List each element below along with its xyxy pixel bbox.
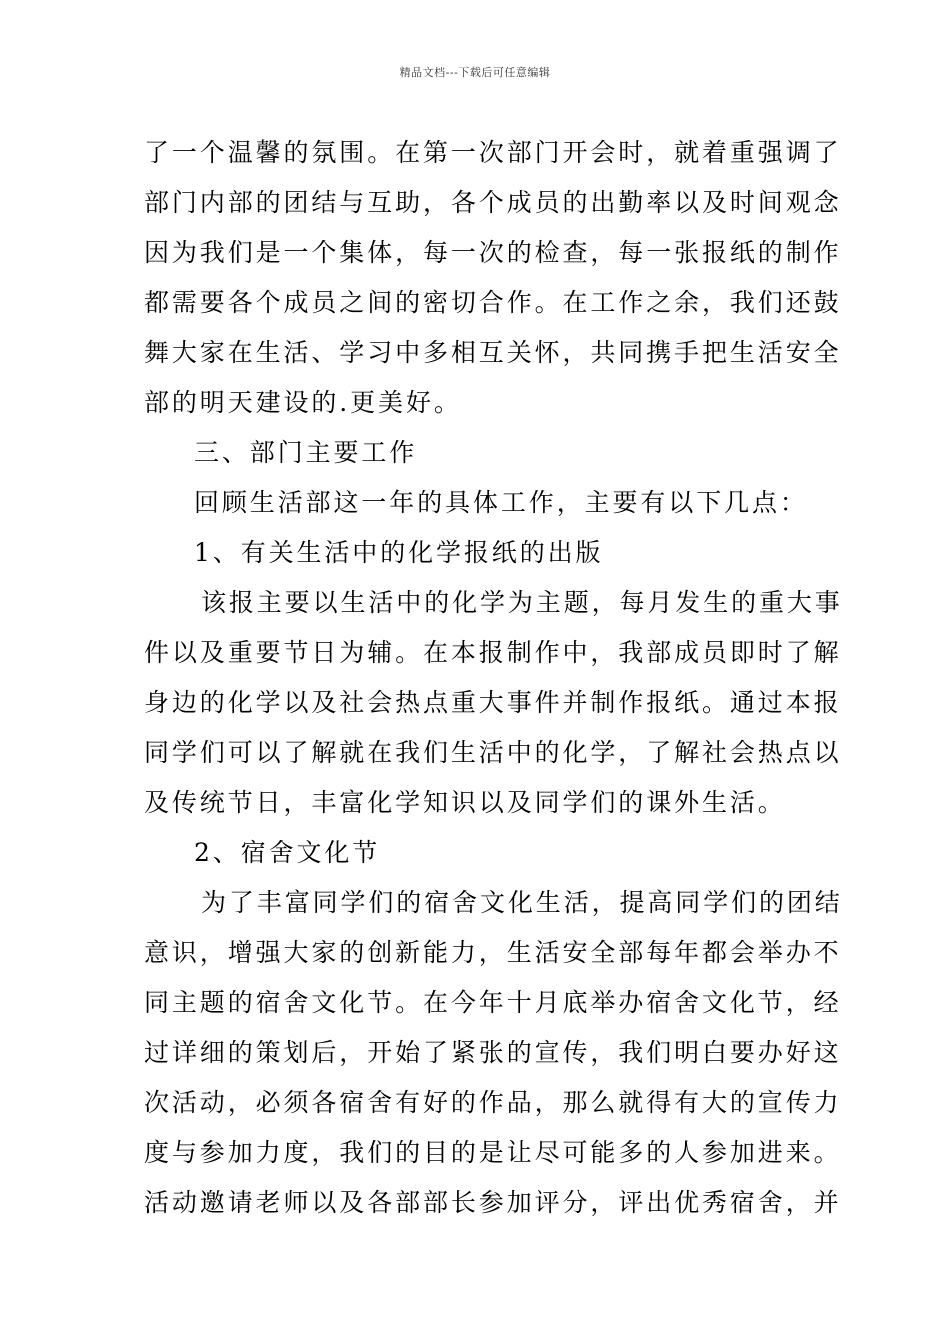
- paragraph-line: 同主题的宿舍文化节。在今年十月底举办宿舍文化节，经: [144, 988, 842, 1017]
- document-body: [144, 128, 843, 1228]
- paragraph-line: 活动邀请老师以及各部部长参加评分，评出优秀宿舍，并: [144, 1188, 842, 1217]
- paragraph-line: 都需要各个成员之间的密切合作。在工作之余，我们还鼓: [144, 288, 842, 317]
- paragraph-line: 件以及重要节日为辅。在本报制作中，我部成员即时了解: [144, 638, 842, 667]
- page-header: 精品文档---下载后可任意编辑: [399, 66, 551, 79]
- paragraph-line: 了一个温馨的氛围。在第一次部门开会时，就着重强调了: [144, 138, 842, 167]
- item-heading: 1、有关生活中的化学报纸的出版: [194, 538, 604, 567]
- paragraph-line: 舞大家在生活、学习中多相互关怀，共同携手把生活安全: [144, 338, 842, 367]
- paragraph-line: 部门内部的团结与互助，各个成员的出勤率以及时间观念: [144, 188, 842, 217]
- paragraph-line: 及传统节日，丰富化学知识以及同学们的课外生活。: [144, 788, 786, 817]
- paragraph-line: 部的明天建设的.更美好。: [144, 388, 462, 417]
- paragraph-line: 度与参加力度，我们的目的是让尽可能多的人参加进来。: [144, 1138, 842, 1167]
- paragraph-line: 身边的化学以及社会热点重大事件并制作报纸。通过本报: [144, 688, 842, 717]
- paragraph-line: 因为我们是一个集体，每一次的检查，每一张报纸的制作: [144, 238, 842, 267]
- item-heading: 2、宿舍文化节: [194, 838, 381, 867]
- paragraph-line: 回顾生活部这一年的具体工作，主要有以下几点：: [194, 488, 808, 517]
- paragraph-line: 次活动，必须各宿舍有好的作品，那么就得有大的宣传力: [144, 1088, 842, 1117]
- paragraph-line: 同学们可以了解就在我们生活中的化学，了解社会热点以: [144, 738, 842, 767]
- paragraph-line: 意识，增强大家的创新能力，生活安全部每年都会举办不: [144, 938, 842, 967]
- section-heading: 三、部门主要工作: [194, 438, 418, 467]
- paragraph-line: 该报主要以生活中的化学为主题，每月发生的重大事: [201, 588, 843, 617]
- paragraph-line: 过详细的策划后，开始了紧张的宣传，我们明白要办好这: [144, 1038, 842, 1067]
- paragraph-line: 为了丰富同学们的宿舍文化生活，提高同学们的团结: [201, 888, 843, 917]
